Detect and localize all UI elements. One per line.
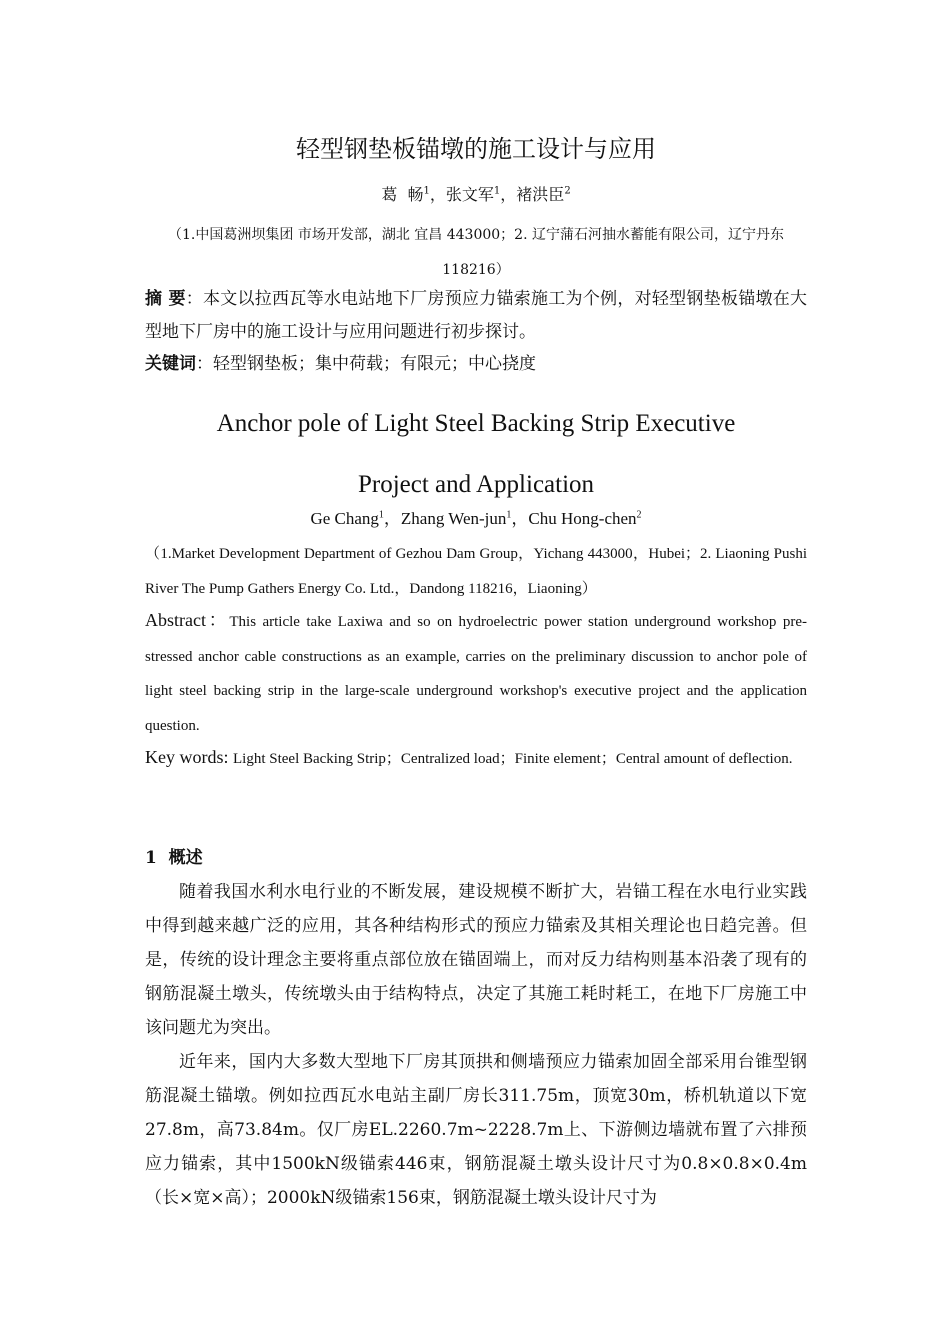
author-affiliation-mark: 2	[636, 509, 642, 521]
body-paragraph: 近年来，国内大多数大型地下厂房其顶拱和侧墙预应力锚索加固全部采用台锥型钢筋混凝土锚墩。例如拉西瓦水电站主副厂房长311.75m，顶宽30m，桥机轨道以下宽27.8m，高73.84m。仅厂房EL.2260.7m~2228.7m上、下游侧边墙就布置了六排预应力锚索，其中1500kN级锚索446束，钢筋混凝土墩头设计尺寸为0.8×0.8×0.4m（长×宽×高）；2000kN级锚索156束，钢筋混凝土墩头设计尺寸为	[145, 1052, 807, 1208]
author-separator: ，	[500, 185, 517, 204]
keywords-colon: ：	[196, 354, 213, 374]
body-paragraph: 随着我国水利水电行业的不断发展，建设规模不断扩大，岩锚工程在水电行业实践中得到越来越广泛的应用，其各种结构形式的预应力锚索及其相关理论也日趋完善。但是，传统的设计理念主要将重点部位放在锚固端上，而对反力结构则基本沿袭了现有的钢筋混凝土墩头，传统墩头由于结构特点，决定了其施工耗时耗工，在地下厂房施工中该问题尤为突出。	[145, 882, 807, 1038]
author-affiliation-mark: 1	[506, 509, 512, 521]
chinese-abstract	[145, 283, 807, 349]
keywords-text: Light Steel Backing Strip；Centralized load；Finite element；Central amount of deflection.	[233, 751, 793, 767]
abstract-label: 摘 要	[145, 289, 186, 309]
english-keywords	[145, 740, 807, 777]
chinese-title: 轻型钢垫板锚墩的施工设计与应用	[296, 135, 656, 163]
author-separator: ，	[383, 509, 401, 528]
author-affiliation-mark: 1	[378, 509, 384, 521]
abstract-text: This article take Laxiwa and so on hydroelectric power station underground workshop pre-stressed anchor cable constructions as an example, carries on the preliminary discussion to anchor pole of light steel backing strip in the large-scale underground workshop's executive project and the application question.	[145, 614, 807, 734]
english-title	[145, 393, 807, 515]
section-heading: 1 概述	[145, 848, 203, 868]
author-name: Ge Chang	[310, 509, 379, 528]
english-title-line: Project and Application	[357, 471, 595, 498]
author-separator: ，	[429, 185, 446, 204]
abstract-text: 本文以拉西瓦等水电站地下厂房预应力锚索施工为个例，对轻型钢垫板锚墩在大型地下厂房中的施工设计与应用问题进行初步探讨。	[145, 289, 808, 342]
keywords-label: 关键词	[145, 354, 196, 374]
english-authors	[145, 505, 807, 533]
chinese-authors	[145, 183, 807, 207]
author-name: Chu Hong-chen	[528, 509, 637, 528]
english-affiliation: （1.Market Development Department of Gezhou Dam Group，Yichang 443000，Hubei；2. Liaoning Pushi River The Pump Gathers Energy Co. Ltd.，Dandong 118216，Liaoning）	[145, 546, 807, 597]
keywords-text: 轻型钢垫板；集中荷载；有限元；中心挠度	[213, 354, 536, 374]
author-name: 张文军	[445, 185, 494, 204]
chinese-keywords	[145, 348, 807, 381]
author-affiliation-mark: 2	[564, 185, 571, 197]
author-affiliation-mark: 1	[423, 185, 430, 197]
abstract-colon: ：	[185, 289, 203, 309]
keywords-label: Key words:	[145, 747, 233, 767]
author-name: 褚洪臣	[516, 185, 565, 204]
english-title-line: Anchor pole of Light Steel Backing Strip Executive	[216, 410, 736, 437]
abstract-label: Abstract：	[145, 610, 230, 630]
author-separator: ，	[511, 509, 529, 528]
author-name: Zhang Wen-jun	[400, 509, 507, 528]
english-abstract	[145, 603, 807, 743]
chinese-affiliation: （1.中国葛洲坝集团 市场开发部，湖北 宜昌 443000；2. 辽宁蒲石河抽水蓄能有限公司，辽宁丹东 118216）	[168, 227, 784, 278]
author-affiliation-mark: 1	[493, 185, 501, 197]
author-name: 葛 畅	[381, 185, 424, 204]
